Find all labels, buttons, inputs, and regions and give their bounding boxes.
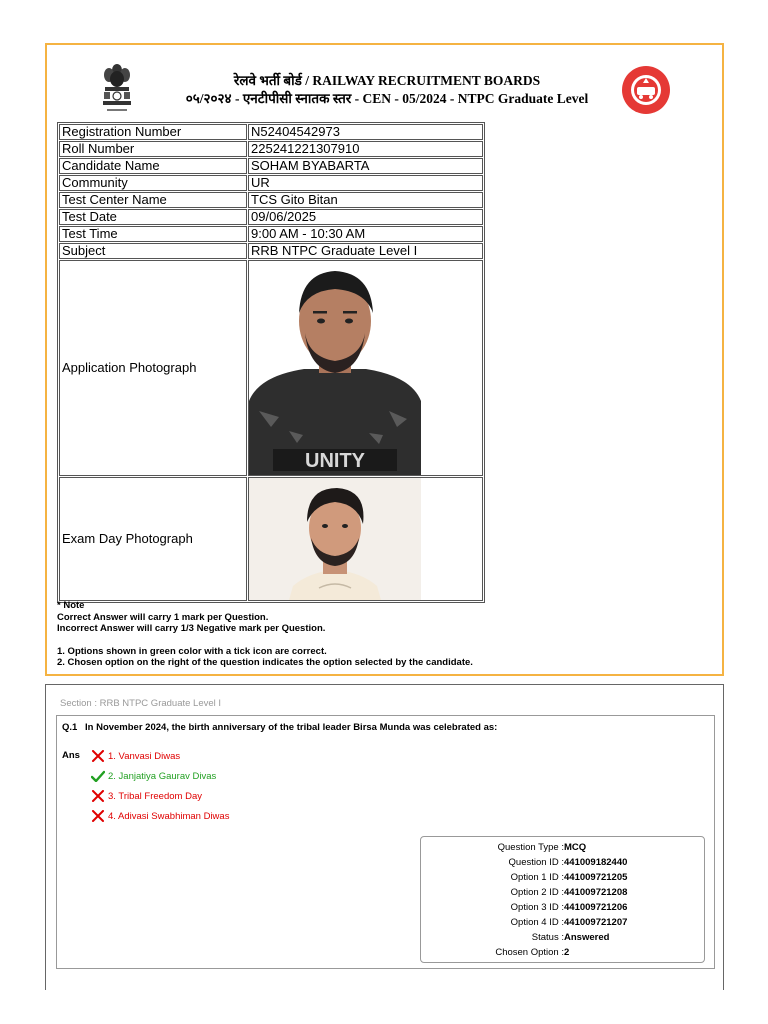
option-2: [91, 770, 216, 782]
meta-key: Question Type :: [497, 842, 564, 853]
question-number: Q.1: [62, 722, 78, 733]
exam-day-photo-label: Exam Day Photograph: [59, 477, 247, 601]
cross-icon: [91, 810, 105, 822]
question-meta-panel: [420, 836, 705, 963]
row-label: Roll Number: [59, 141, 247, 157]
meta-value: Answered: [564, 932, 610, 943]
row-value: UR: [248, 175, 483, 191]
header-title: रेलवे भर्ती बोर्ड / RAILWAY RECRUITMENT BOARDS: [233, 73, 541, 88]
option-3: [91, 790, 202, 802]
table-row: [59, 209, 483, 225]
cross-icon: [91, 750, 105, 762]
option-4: [91, 810, 229, 822]
row-label: Community: [59, 175, 247, 191]
meta-value: 441009721205: [564, 872, 628, 883]
row-value: N52404542973: [248, 124, 483, 140]
meta-key: Option 4 ID :: [510, 917, 564, 928]
question-text: In November 2024, the birth anniversary of the tribal leader Birsa Munda was celebrated as:: [85, 722, 498, 733]
meta-row: [421, 842, 706, 854]
table-row: [59, 158, 483, 174]
table-row: [59, 226, 483, 242]
table-row: [59, 243, 483, 259]
meta-key: Status :: [531, 932, 564, 943]
section-label: Section : RRB NTPC Graduate Level I: [60, 698, 222, 709]
tick-icon: [91, 770, 105, 782]
row-value: SOHAM BYABARTA: [248, 158, 483, 174]
meta-value: 2: [564, 947, 570, 958]
candidate-info-table: [57, 122, 485, 603]
meta-key: Option 1 ID :: [510, 872, 564, 883]
application-photo-label: Application Photograph: [59, 260, 247, 476]
meta-value: 441009721207: [564, 917, 628, 928]
meta-row: [421, 902, 706, 914]
option-text: 2. Janjatiya Gaurav Divas: [108, 770, 217, 782]
table-row: [59, 192, 483, 208]
note-line: Correct Answer will carry 1 mark per Question.: [57, 611, 269, 623]
meta-key: Option 2 ID :: [510, 887, 564, 898]
row-label: Test Date: [59, 209, 247, 225]
table-row: [59, 124, 483, 140]
ashoka-emblem-icon: [99, 61, 135, 117]
question-panel: [56, 715, 715, 969]
option-text: 3. Tribal Freedom Day: [108, 790, 202, 802]
cross-icon: [91, 790, 105, 802]
row-label: Registration Number: [59, 124, 247, 140]
option-text: 1. Vanvasi Diwas: [108, 750, 181, 762]
notes-block: [57, 600, 473, 669]
meta-value: 441009721206: [564, 902, 628, 913]
note-title: * Note: [57, 600, 85, 611]
row-value: TCS Gito Bitan: [248, 192, 483, 208]
meta-row: [421, 947, 706, 959]
table-row: [59, 260, 483, 476]
option-text: 4. Adivasi Swabhiman Diwas: [108, 810, 230, 822]
svg-text:UNITY: UNITY: [305, 450, 365, 472]
table-row: [59, 477, 483, 601]
table-row: [59, 175, 483, 191]
note-line: 2. Chosen option on the right of the question indicates the option selected by the candidate.: [57, 657, 473, 668]
scorecard-card: [45, 43, 724, 676]
row-value: RRB NTPC Graduate Level I: [248, 243, 483, 259]
row-label: Test Time: [59, 226, 247, 242]
question-section-card: [45, 684, 724, 990]
row-label: Test Center Name: [59, 192, 247, 208]
meta-row: [421, 857, 706, 869]
header-subtitle: ०५/२०२४ - एनटीपीसी स्नातक स्तर - CEN - 05/2024 - NTPC Graduate Level: [185, 91, 589, 106]
meta-value: 441009182440: [564, 857, 628, 868]
meta-row: [421, 887, 706, 899]
table-row: [59, 141, 483, 157]
row-value: 225241221307910: [248, 141, 483, 157]
application-photo-cell: [248, 260, 483, 476]
application-photo: [249, 261, 421, 475]
row-label: Subject: [59, 243, 247, 259]
meta-row: [421, 917, 706, 929]
row-label: Candidate Name: [59, 158, 247, 174]
meta-key: Chosen Option :: [495, 947, 564, 958]
row-value: 09/06/2025: [248, 209, 483, 225]
meta-value: 441009721208: [564, 887, 628, 898]
exam-day-photo: [249, 478, 421, 600]
meta-row: [421, 932, 706, 944]
exam-day-photo-cell: [248, 477, 483, 601]
meta-row: [421, 872, 706, 884]
meta-key: Option 3 ID :: [510, 902, 564, 913]
row-value: 9:00 AM - 10:30 AM: [248, 226, 483, 242]
answer-label: Ans: [62, 750, 80, 761]
meta-value: MCQ: [564, 842, 587, 853]
meta-key: Question ID :: [508, 857, 564, 868]
note-line: 1. Options shown in green color with a tick icon are correct.: [57, 645, 327, 657]
note-line: Incorrect Answer will carry 1/3 Negative mark per Question.: [57, 623, 326, 634]
indian-railways-logo-icon: [621, 65, 671, 115]
option-1: [91, 750, 180, 762]
